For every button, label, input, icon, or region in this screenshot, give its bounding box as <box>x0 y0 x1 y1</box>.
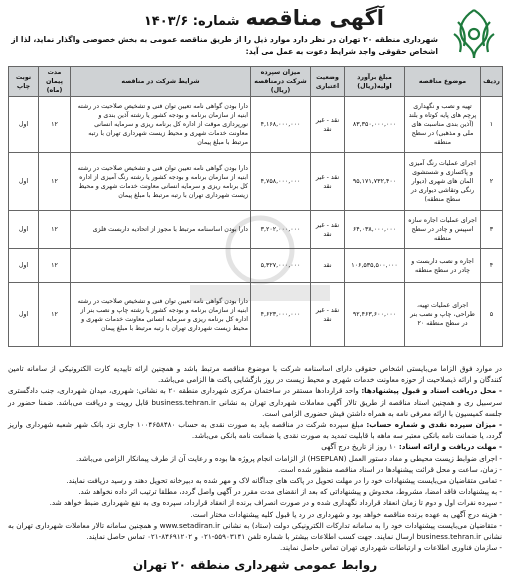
cell-deposit: ۵,۳۲۷,۰۰۰,۰۰۰ <box>251 249 311 283</box>
table-row <box>9 211 503 249</box>
cell-credit: نقد <box>311 249 345 283</box>
tehran-municipality-logo-icon <box>444 4 504 64</box>
cell-round: اول <box>9 211 39 249</box>
footer-text: ۱۰ روز از تاریخ درج آگهی <box>321 442 399 452</box>
table-row <box>9 249 503 283</box>
cell-deposit: ۴,۷۵۸,۰۰۰,۰۰۰ <box>251 153 311 211</box>
table-row <box>9 97 503 153</box>
cell-row-number: ۴ <box>481 249 503 283</box>
footer-paragraph <box>8 441 502 452</box>
cell-subject: اجرای عملیات تهیه، طراحی، چاپ و نصب بنر در سطح منطقه ۲۰ <box>405 283 481 347</box>
cell-conditions: دارا بودن گواهی نامه تعیین توان فنی و تشخیص صلاحیت در رشته ابنیه از سازمان برنامه و بودجه کشور یا رشته رنگ آمیزی از اداره کل برنامه ریزی و سرمایه انسانی معاونت خدمات شهری و محیط زیست شهرداری تهران با رتبه مرتبط با مبلغ پیمان <box>71 153 251 211</box>
cell-deposit: ۳,۲۰۲,۰۰۰,۰۰۰ <box>251 211 311 249</box>
cell-duration: ۱۲ <box>39 97 71 153</box>
cell-conditions: دارا بودن گواهی نامه تعیین توان فنی و تشخیص صلاحیت در رشته ابنیه از سازمان برنامه و بودجه کشور یا رشته آذین بندی و نورپردازی موقت از اداره کل برنامه ریزی و سرمایه انسانی معاونت خدمات شهری و محیط زیست شهرداری تهران با رتبه مرتبط با مبلغ پیمان <box>71 97 251 153</box>
ad-title-row <box>144 6 384 30</box>
footer-paragraph: - سپرده نفرات اول و دوم تا زمان انعقاد قرارداد نگهداری شده و در صورت انصراف برنده از انعقاد قرارداد، سپرده وی به نفع شهرداری ضبط خواهد شد. <box>49 498 502 508</box>
footer-paragraph: - سازمان فناوری اطلاعات و ارتباطات شهرداری تهران تماس حاصل نمایند. <box>279 543 502 553</box>
footer-text: مبلغ سپرده شرکت در مناقصه باید به صورت نقدی به حساب ۱۰۰۴۶۵۸۴۸۰ جاری نزد بانک شهر شعبه شهرداری واریز گردد، یا ضمانت نامه بانکی معتبر سه ماهه با قابلیت تمدید به صورت نقدی یا ضمانت نامه بانکی می‌باشد. <box>8 420 502 441</box>
footer-paragraph <box>8 385 502 419</box>
footer-label: - مهلت دریافت و ارائه اسناد: <box>398 442 502 452</box>
cell-estimate: ۹۵,۱۷۱,۷۳۲,۴۰۰ <box>345 153 405 211</box>
header-duration: مدت پیمان (ماه) <box>39 67 71 97</box>
header-estimate: مبلغ برآورد اولیه(ریال) <box>345 67 405 97</box>
table-row <box>9 283 503 347</box>
header-conditions: شرایط شرکت در مناقصه <box>71 67 251 97</box>
footer-paragraph: - اجرای ضوابط زیست محیطی و مفاد دستور العمل (HSEPLAN) از الزامات انجام پروژه ها بوده و رعایت آن از طرف پیمانکار الزامی می‌باشد. <box>75 453 502 463</box>
table-header-row <box>9 67 503 97</box>
footer-label: - میزان سپرده نقدی و شماره حساب: <box>366 420 502 430</box>
footer-text: واحد قراردادها مستقر در ساختمان مرکزی شهرداری منطقه ۲۰ به نشانی: شهرری، میدان شهرداری، جنب دادگستری سرسبیل ری و همچنین اسناد مناقصه از طریق تالار آگهی معاملات شهرداری تهران به نشانی business.tehran.ir قابل رویت و دریافت می‌باشد. ضمنا حضور در جلسه کمیسیون با ارائه معرفی نامه به همراه داشتن فیش حضوری الزامی است. <box>8 386 502 418</box>
cell-duration: ۱۲ <box>39 211 71 249</box>
header-subject: موضوع مناقصه <box>405 67 481 97</box>
footer-paragraph <box>8 419 502 441</box>
cell-row-number: ۱ <box>481 97 503 153</box>
cell-subject: اجرای عملیات رنگ آمیزی و پاکسازی و شستشوی المان های شهری (دیوار رنگی وتقاشی دیواری در سطح منطقه) <box>405 153 481 211</box>
cell-duration: ۱۲ <box>39 283 71 347</box>
header-row-number: ردیف <box>481 67 503 97</box>
header-deposit: میزان سپرده شرکت درمناقصه (ریال) <box>251 67 311 97</box>
footer-paragraph: - تمامی متقاضیان می‌بایست پیشنهادات خود را در مهلت تحویل در پاکت های جداگانه لاک و مهر شده به دبیرخانه تحویل دهند و رسید دریافت نمایند. <box>66 476 502 486</box>
cell-subject: اجاره و نصب داربست و چادر در سطح منطقه <box>405 249 481 283</box>
cell-estimate: ۹۲,۴۶۳,۶۰۰,۰۰۰ <box>345 283 405 347</box>
footer-paragraph: - هزینه درج آگهی به عهده برنده مناقصه خواهد بود و شهرداری در رد یا قبول کلیه پیشنهادات مختار است. <box>190 509 502 519</box>
ad-header <box>6 4 504 66</box>
cell-conditions <box>71 249 251 283</box>
ad-title: آگهی مناقصه <box>245 6 384 30</box>
public-relations-signature: روابط عمومی شهرداری منطقه ۲۰ تهران <box>132 558 378 572</box>
cell-credit: نقد - غیر نقد <box>311 97 345 153</box>
footer-paragraph: - به پیشنهادات فاقد امضا، مشروط، مخدوش و پیشنهاداتی که بعد از انقضای مدت مقرر در آگهی واصل گردد، مطلقا ترتیب اثر داده نخواهد شد. <box>78 487 502 497</box>
header-round: نوبت چاپ <box>9 67 39 97</box>
cell-subject: اجرای عملیات اجاره سازه اسپیس و چادر در سطح منطقه <box>405 211 481 249</box>
footer-paragraph: - زمان، ساعت و محل قرائت پیشنهادها در اسناد مناقصه منظور شده است. <box>278 464 502 474</box>
cell-round: اول <box>9 249 39 283</box>
cell-duration: ۱۲ <box>39 249 71 283</box>
cell-credit: نقد - غیر نقد <box>311 153 345 211</box>
ad-number: شماره: ۱۴۰۳/۶ <box>143 14 240 29</box>
cell-duration: ۱۲ <box>39 153 71 211</box>
cell-round: اول <box>9 153 39 211</box>
table-row <box>9 153 503 211</box>
cell-estimate: ۱۰۶,۵۳۵,۵۰۰,۰۰۰ <box>345 249 405 283</box>
cell-round: اول <box>9 97 39 153</box>
footer-paragraph: در موارد فوق الزاما می‌بایستی اشخاص حقوقی دارای اساسنامه شرکت با موضوع مناقصه مرتبط باشد و همچنین ارائه تاییدیه کارت الکترونیکی از سامانه تامین کنندگان و ارائه ذیصلاحیت از حوزه معاونت خدمات شهری و محیط زیست در روز بازگشایی پاکت ها الزامی می‌باشد. <box>8 364 502 385</box>
cell-conditions: دارا بودن گواهی نامه تعیین توان فنی و تشخیص صلاحیت در رشته ابنیه از سازمان برنامه و بودجه کشور یا رشته چاپ و نصب بنر از اداره کل برنامه ریزی و سرمایه انسانی معاونت خدمات شهری و محیط زیست شهرداری تهران با رتبه مرتبط با مبلغ پیمان <box>71 283 251 347</box>
ad-footer <box>8 363 502 553</box>
footer-paragraph: - متقاضیان می‌بایست پیشنهادات خود را به سامانه تدارکات الکترونیکی دولت (ستاد) به نشانی www.setadiran.ir و همچنین سامانه تالار معاملات شهرداری تهران به نشانی business.tehran.ir ارسال نمایند. جهت کسب اطلاعات بیشتر با شماره تلفن ۵۵۹۰۳۱۴۱-۰۲۱ و ۸۴۶۹۱۲۰۲-۰۲۱ تماس حاصل نمایند. <box>8 520 502 542</box>
cell-credit: نقد - غیر نقد <box>311 211 345 249</box>
cell-deposit: ۴,۶۲۳,۰۰۰,۰۰۰ <box>251 283 311 347</box>
cell-estimate: ۸۳,۳۵۰,۰۰۰,۰۰۰ <box>345 97 405 153</box>
cell-estimate: ۶۴,۰۳۸,۰۰۰,۰۰۰ <box>345 211 405 249</box>
footer-label: - محل دریافت اسناد و قبول پیشنهادها: <box>361 386 502 396</box>
tender-table <box>8 66 503 347</box>
ad-intro: شهرداری منطقه ۲۰ تهران در نظر دارد موارد ذیل را از طریق مناقصه عمومی به بخش خصوصی واگذار نماید، لذا از اشخاص حقوقی واجد شرایط دعوت به عمل می آید: <box>11 35 438 56</box>
cell-row-number: ۲ <box>481 153 503 211</box>
cell-round: اول <box>9 283 39 347</box>
cell-credit: نقد - غیر نقد <box>311 283 345 347</box>
header-credit: وضعیت اعتباری <box>311 67 345 97</box>
cell-row-number: ۳ <box>481 211 503 249</box>
cell-deposit: ۴,۱۶۸,۰۰۰,۰۰۰ <box>251 97 311 153</box>
cell-row-number: ۵ <box>481 283 503 347</box>
cell-conditions: دارا بودن اساسنامه مرتبط با مجوز از اتحادیه داربست فلزی <box>71 211 251 249</box>
cell-subject: تهیه و نصب و نگهداری پرچم های پایه کوتاه و بلند (آذین بندی مناسبت های ملی و مذهبی) در سطح منطقه <box>405 97 481 153</box>
